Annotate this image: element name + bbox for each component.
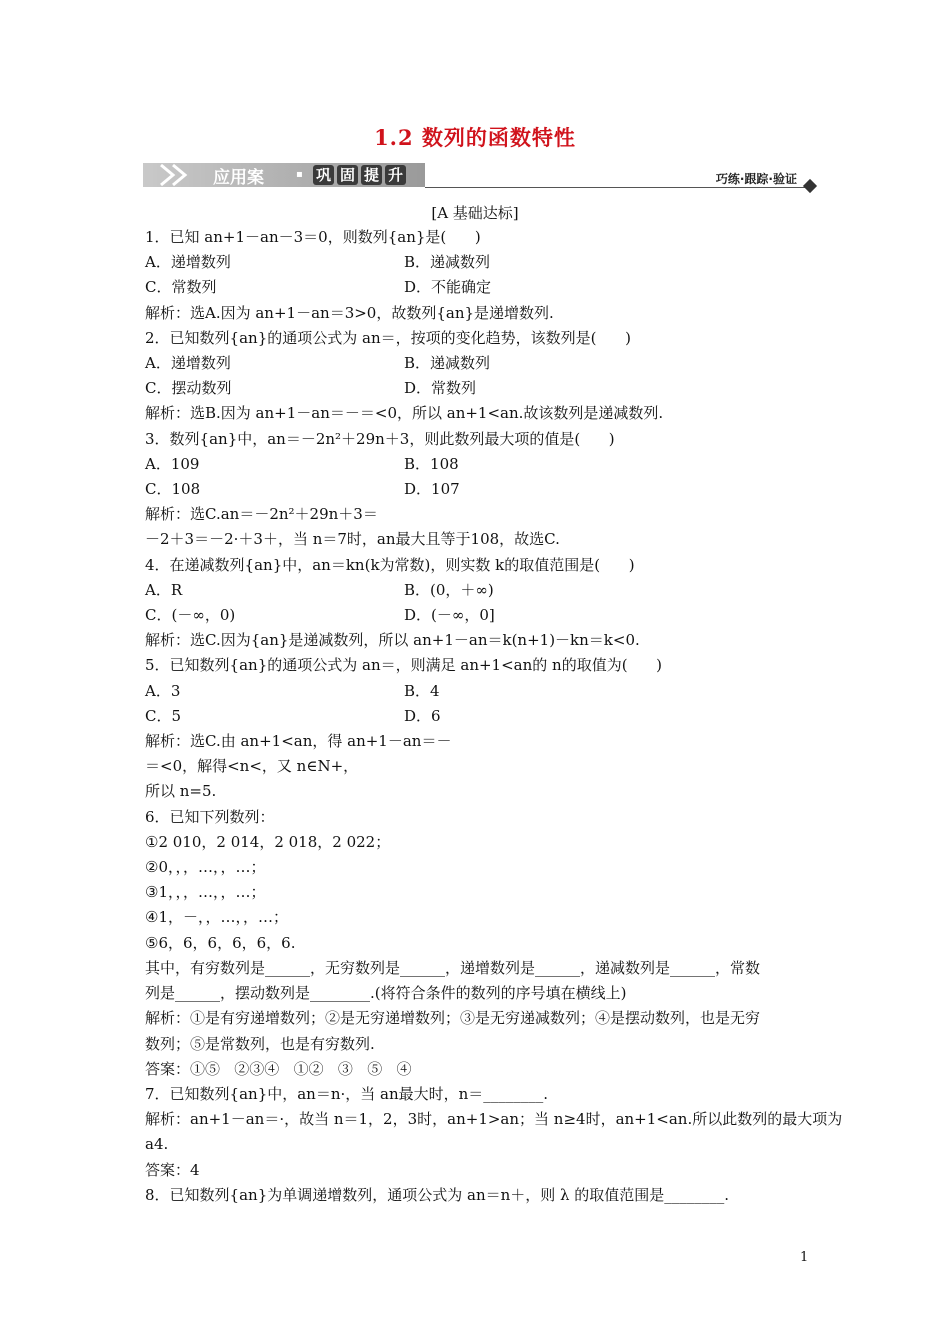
option-row xyxy=(145,704,810,729)
text-line: 解析：选C.an＝－2n²＋29n＋3＝ xyxy=(145,505,378,524)
option-row xyxy=(145,250,810,275)
text-line: 8．已知数列{an}为单调递增数列，通项公式为 an＝n＋，则 λ 的取值范围是________. xyxy=(145,1185,730,1204)
option-text: C．(－∞，0) xyxy=(145,606,236,625)
text-line: 解析：选B.因为 an+1－an＝－＝<0，所以 an+1<an.故该数列是递减数列. xyxy=(145,404,664,423)
text-line: ④1，－，，…，，…； xyxy=(145,908,288,927)
page-title: 1.2 数列的函数特性 xyxy=(374,125,576,150)
option-text: A．R xyxy=(145,580,183,599)
text-line: 1．已知 an+1－an－3＝0，则数列{an}是( ) xyxy=(145,228,481,246)
text-line: 7．已知数列{an}中，an＝n·，当 an最大时，n＝________. xyxy=(145,1084,549,1103)
banner-chip: 固 xyxy=(337,165,358,185)
chevron-right-icon xyxy=(157,163,197,187)
banner-chip: 升 xyxy=(385,165,406,185)
option-row xyxy=(145,275,810,300)
option-text: A．3 xyxy=(145,681,181,700)
text-line: ①2 010，2 014，2 018，2 022； xyxy=(145,832,391,851)
text-line: ＝<0，解得<n<，又 n∈N+， xyxy=(145,757,359,776)
option-text: B．递减数列 xyxy=(404,253,491,272)
option-text: C．常数列 xyxy=(145,278,217,297)
banner-chip: 提 xyxy=(361,165,382,185)
option-row xyxy=(145,603,810,628)
option-text: A．109 xyxy=(145,454,200,473)
text-line: 答案：4 xyxy=(145,1160,200,1179)
option-row xyxy=(145,351,810,376)
text-line: 解析：选A.因为 an+1－an＝3>0，故数列{an}是递增数列. xyxy=(145,303,554,322)
option-text: D．常数列 xyxy=(404,379,477,398)
text-line: 其中，有穷数列是______，无穷数列是______，递增数列是______，递减数列是______，常数 xyxy=(145,958,761,977)
banner-subtitle: 巧练·跟踪·验证 xyxy=(715,172,797,186)
option-text: C．108 xyxy=(145,480,201,499)
option-row xyxy=(145,679,810,704)
text-line: 解析：an+1－an＝·，故当 n＝1，2，3时，an+1>an；当 n≥4时，an+1<an.所以此数列的最大项为 xyxy=(145,1110,843,1129)
exercise-content xyxy=(145,225,843,1208)
text-line: 解析：选C.因为{an}是递减数列，所以 an+1－an＝k(n+1)－kn＝k<0. xyxy=(145,631,640,650)
diamond-icon xyxy=(803,179,817,193)
text-line: 所以 n=5. xyxy=(145,782,217,801)
text-line: 3．数列{an}中，an＝－2n²＋29n＋3，则此数列最大项的值是( ) xyxy=(145,429,615,448)
page-number: 1 xyxy=(800,1250,809,1265)
text-line: ②0，，，…，，…； xyxy=(145,858,266,877)
option-text: D．不能确定 xyxy=(404,278,492,297)
section-banner xyxy=(143,160,815,190)
text-line: a4. xyxy=(145,1135,169,1154)
option-text: A．递增数列 xyxy=(145,253,231,272)
text-line: 2．已知数列{an}的通项公式为 an＝，按项的变化趋势，该数列是( ) xyxy=(145,328,631,347)
text-line: 解析：选C.由 an+1<an，得 an+1－an＝－ xyxy=(145,732,452,751)
option-text: B．4 xyxy=(404,681,440,700)
option-row xyxy=(145,376,810,401)
text-line: 4．在递减数列{an}中，an＝kn(k为常数)，则实数 k的取值范围是( ) xyxy=(145,555,635,574)
option-row xyxy=(145,452,810,477)
text-line: －2＋3＝－2·＋3＋，当 n＝7时，an最大且等于108，故选C. xyxy=(145,530,560,549)
text-line: 答案：①⑤ ②③④ ①② ③ ⑤ ④ xyxy=(145,1059,412,1078)
text-line: 列是______，摆动数列是________.(将符合条件的数列的序号填在横线上) xyxy=(145,984,627,1003)
section-heading: [A 基础达标] xyxy=(431,204,519,222)
option-text: B．递减数列 xyxy=(404,354,491,373)
option-text: D．(－∞，0] xyxy=(404,606,495,625)
option-text: D．6 xyxy=(404,706,441,725)
banner-label: 应用案 xyxy=(213,168,264,188)
text-line: ③1，，，…，，…； xyxy=(145,883,266,902)
text-line: 数列；⑤是常数列，也是有穷数列. xyxy=(145,1034,375,1053)
text-line: 6．已知下列数列： xyxy=(145,807,275,826)
banner-chip: 巩 xyxy=(313,165,334,185)
option-text: C．5 xyxy=(145,706,182,725)
option-text: C．摆动数列 xyxy=(145,379,232,398)
text-line: ⑤6，6，6，6，6，6. xyxy=(145,933,296,952)
option-text: B．(0，＋∞) xyxy=(404,580,494,599)
option-text: D．107 xyxy=(404,480,460,499)
text-line: 5．已知数列{an}的通项公式为 an＝，则满足 an+1<an的 n的取值为( ) xyxy=(145,656,663,675)
text-line: 解析：①是有穷递增数列；②是无穷递增数列；③是无穷递减数列；④是摆动数列，也是无穷 xyxy=(145,1009,761,1028)
option-row xyxy=(145,578,810,603)
option-text: B．108 xyxy=(404,454,459,473)
banner-divider xyxy=(425,187,815,188)
banner-dot: ▪ xyxy=(296,169,303,180)
option-row xyxy=(145,477,810,502)
option-text: A．递增数列 xyxy=(145,354,231,373)
